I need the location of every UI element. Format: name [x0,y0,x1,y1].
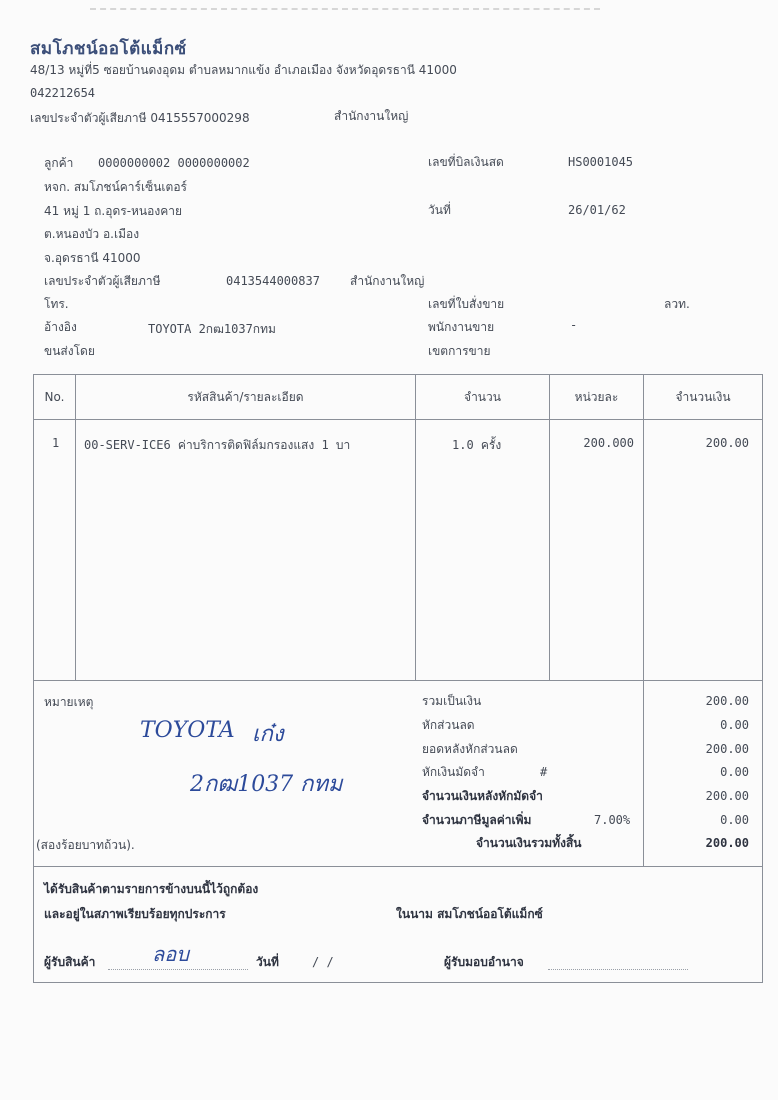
discount-value: 0.00 [720,718,749,732]
received-statement-1: ได้รับสินค้าตามรายการข้างบนนี้ไว้ถูกต้อง [44,882,259,896]
paper-edge-mark [90,0,600,10]
customer-label: ลูกค้า [44,156,74,170]
company-name: สมโภชน์ออโต้แม็กซ์ [30,39,187,59]
customer-phone-label: โทร. [44,297,69,311]
discount-label: หักส่วนลด [422,718,475,732]
after-deposit-label: จำนวนเงินหลังหักมัดจำ [422,789,543,803]
authorized-label: ผู้รับมอบอำนาจ [444,955,524,969]
header-no: No. [44,390,65,404]
deposit-label: หักเงินมัดจำ [422,765,485,779]
vat-value: 0.00 [720,813,749,827]
row-quantity: 1.0 ครั้ง [452,438,502,452]
handwritten-note-1b: เก๋ง [252,722,284,747]
row-description: 00-SERV-ICE6 ค่าบริการติดฟิล์มกรองแสง 1 บา [84,438,351,452]
salesperson-label: พนักงานขาย [428,320,495,334]
authorized-signature-line [548,969,688,970]
after-discount-label: ยอดหลังหักส่วนลด [422,742,518,756]
grand-total-label: จำนวนเงินรวมทั้งสิ้น [476,836,582,850]
customer-tax-id: 0413544000837 [226,274,320,288]
bill-number: HS0001045 [568,155,634,169]
company-phone: 042212654 [30,86,96,100]
subtotal-value: 200.00 [705,694,749,708]
receiver-label: ผู้รับสินค้า [44,955,96,969]
handwritten-note-2: 2กฒ1037 กทม [190,772,343,797]
customer-tax-label: เลขประจำตัวผู้เสียภาษี [44,274,161,288]
row-no: 1 [52,436,60,450]
receive-date-label: วันที่ [256,955,279,969]
after-deposit-value: 200.00 [705,789,749,803]
company-branch: สำนักงานใหญ่ [334,109,409,123]
sales-order-suffix: ลวท. [664,297,690,311]
salesperson-value: - [570,318,578,332]
col-divider-desc [415,374,416,680]
amount-in-words: (สองร้อยบาทถ้วน). [36,838,135,852]
deposit-mark: # [540,765,548,779]
customer-address-3: จ.อุดรธานี 41000 [44,251,141,265]
receive-date-blank: / / [312,955,334,969]
vat-label: จำนวนภาษีมูลค่าเพิ่ม [422,813,532,827]
after-discount-value: 200.00 [705,742,749,756]
customer-address-1: 41 หมู่ 1 ถ.อุดร-หนองคาย [44,204,182,218]
header-amount: จำนวนเงิน [675,390,731,404]
received-statement-2: และอยู่ในสภาพเรียบร้อยทุกประการ [44,907,226,921]
customer-branch: สำนักงานใหญ่ [350,274,425,288]
customer-name: หจก. สมโภชน์คาร์เซ็นเตอร์ [44,180,187,194]
header-unit-price: หน่วยละ [574,390,619,404]
grand-total-value: 200.00 [705,836,749,850]
handwritten-note-1a: TOYOTA [140,718,235,743]
row-amount: 200.00 [705,436,749,450]
bill-number-label: เลขที่บิลเงินสด [428,155,504,169]
date-label: วันที่ [428,203,451,217]
customer-address-2: ต.หนองบัว อ.เมือง [44,227,140,241]
vat-rate: 7.00% [594,813,631,827]
summary-bottom-divider [33,866,763,867]
invoice-date: 26/01/62 [568,203,626,217]
customer-code: 0000000002 0000000002 [98,156,250,170]
reference-value: TOYOTA 2กฒ1037กทม [148,322,276,336]
company-tax-id: เลขประจำตัวผู้เสียภาษี 0415557000298 [30,111,250,125]
deposit-value: 0.00 [720,765,749,779]
items-bottom-divider [33,680,763,681]
reference-label: อ้างอิง [44,320,77,334]
sales-order-label: เลขที่ใบสั่งขาย [428,297,505,311]
col-divider-qty [549,374,550,680]
header-quantity: จำนวน [464,390,501,404]
on-behalf-of: ในนาม สมโภชน์ออโต้แม็กซ์ [396,907,543,921]
shipping-label: ขนส่งโดย [44,344,95,358]
header-divider [33,419,763,420]
company-address: 48/13 หมู่ที่5 ซอยบ้านดงอุดม ตำบลหมากแข้ง อำเภอเมือง จังหวัดอุดรธานี 41000 [30,63,457,77]
receiver-signature: ลอบ [152,942,189,966]
subtotal-label: รวมเป็นเงิน [422,694,482,708]
sales-zone-label: เขตการขาย [428,344,491,358]
header-description: รหัสสินค้า/รายละเอียด [187,390,304,404]
row-unit-price: 200.000 [583,436,634,450]
col-divider-no [75,374,76,680]
remark-label: หมายเหตุ [44,695,94,709]
